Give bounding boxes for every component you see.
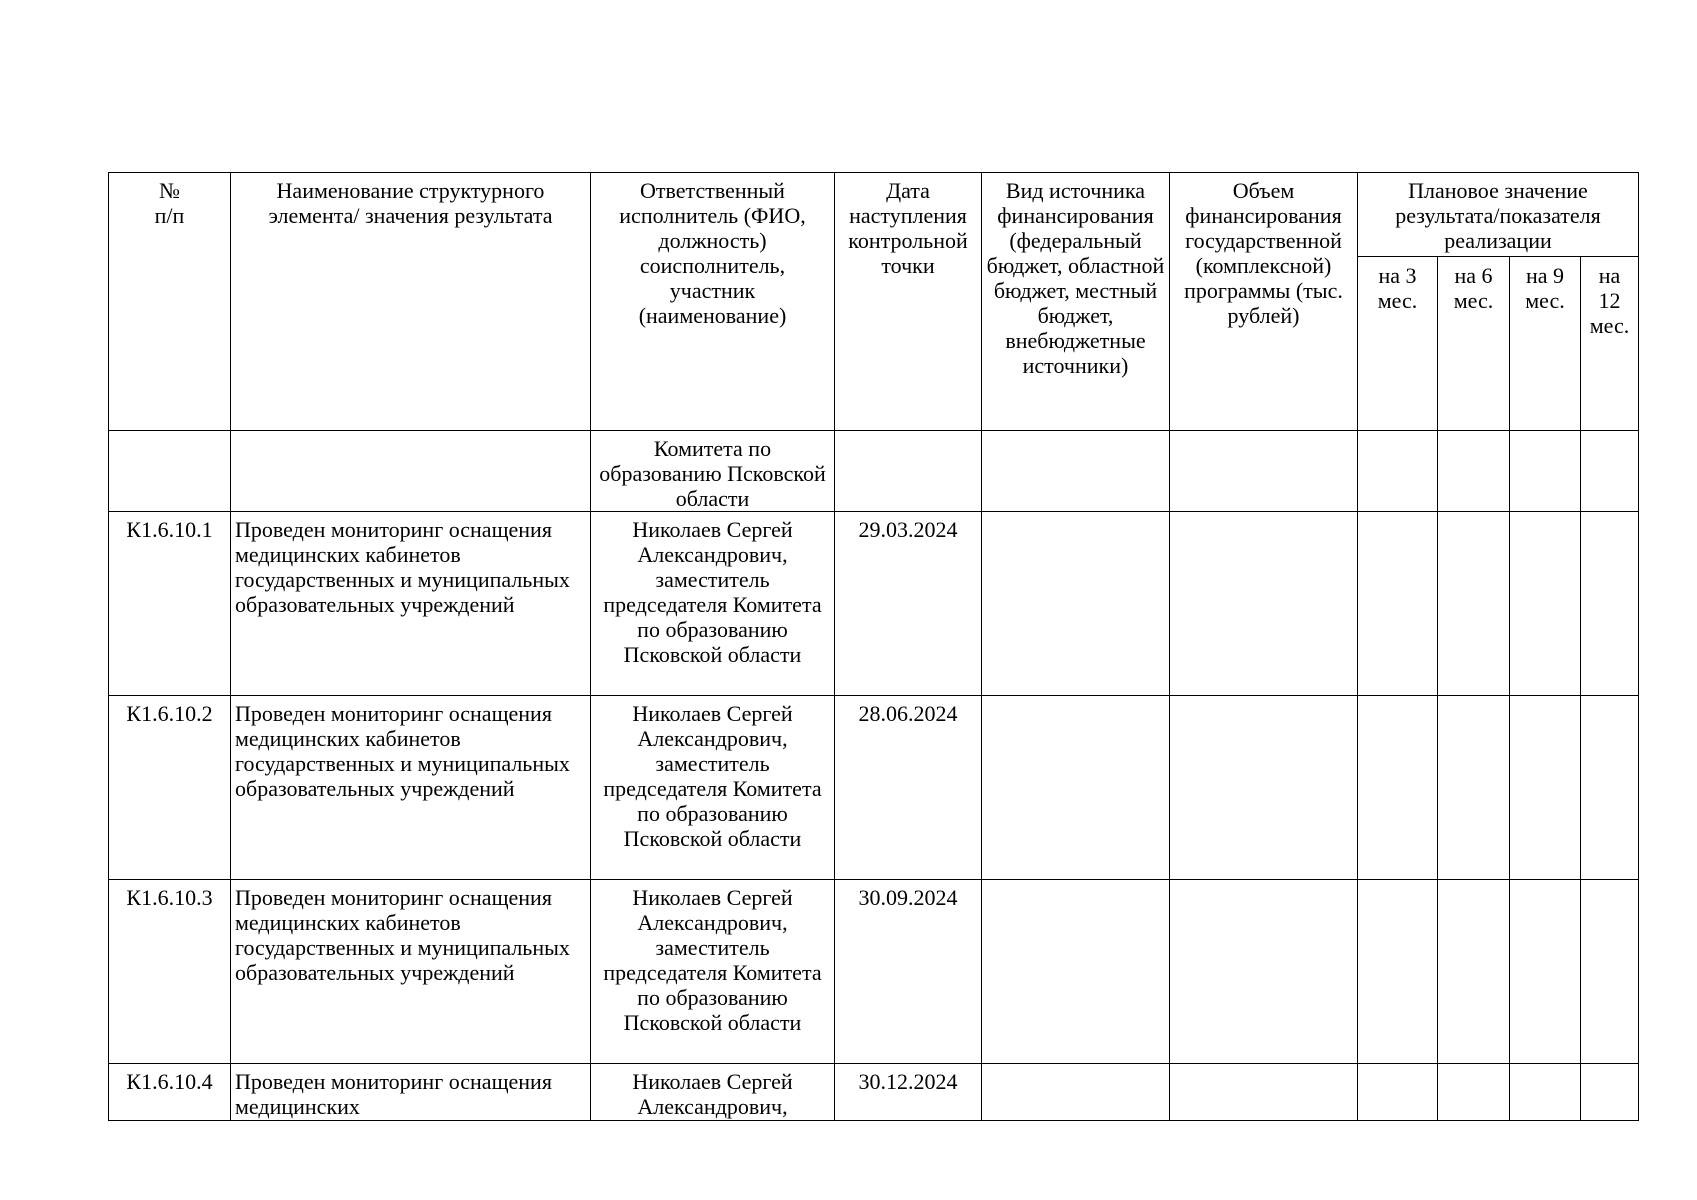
cell-responsible: Николаев Сергей Александрович, заместитель председателя Комитета по образованию Псковской области <box>591 696 835 880</box>
cell-name: Проведен мониторинг оснащения медицинских <box>231 1064 591 1121</box>
header-name: Наименование структурного элемента/ значения результата <box>231 173 591 431</box>
header-number: № п/п <box>109 173 231 431</box>
header-3-months: на 3 мес. <box>1358 257 1438 431</box>
cell-funding-source <box>982 512 1170 696</box>
table-row <box>109 1064 1639 1121</box>
cell-3-months <box>1358 512 1438 696</box>
header-responsible: Ответственный исполнитель (ФИО, должность) соисполнитель, участник (наименование) <box>591 173 835 431</box>
cell-6-months <box>1438 512 1510 696</box>
cell-6-months <box>1438 880 1510 1064</box>
cell-12-months <box>1581 696 1639 880</box>
cell-funding-volume <box>1170 512 1358 696</box>
cell-3-months <box>1358 431 1438 512</box>
cell-12-months <box>1581 431 1639 512</box>
cell-responsible: Комитета по образованию Псковской области <box>591 431 835 512</box>
table-row-continuation <box>109 431 1639 512</box>
cell-date: 29.03.2024 <box>835 512 982 696</box>
cell-name: Проведен мониторинг оснащения медицинских кабинетов государственных и муниципальных образовательных учреждений <box>231 880 591 1064</box>
table-row <box>109 880 1639 1064</box>
cell-date: 30.12.2024 <box>835 1064 982 1121</box>
cell-number: К1.6.10.1 <box>109 512 231 696</box>
cell-funding-source <box>982 1064 1170 1121</box>
cell-funding-volume <box>1170 1064 1358 1121</box>
cell-12-months <box>1581 880 1639 1064</box>
cell-responsible: Николаев Сергей Александрович, заместитель председателя Комитета по образованию Псковской области <box>591 880 835 1064</box>
cell-12-months <box>1581 1064 1639 1121</box>
cell-9-months <box>1510 880 1581 1064</box>
cell-number <box>109 431 231 512</box>
cell-3-months <box>1358 696 1438 880</box>
cell-number: К1.6.10.2 <box>109 696 231 880</box>
cell-date <box>835 431 982 512</box>
cell-9-months <box>1510 431 1581 512</box>
header-6-months: на 6 мес. <box>1438 257 1510 431</box>
cell-name <box>231 431 591 512</box>
cell-number: К1.6.10.4 <box>109 1064 231 1121</box>
cell-funding-volume <box>1170 431 1358 512</box>
cell-3-months <box>1358 1064 1438 1121</box>
cell-funding-source <box>982 880 1170 1064</box>
header-12-months: на 12 мес. <box>1581 257 1639 431</box>
header-funding-volume: Объем финансирования государственной (комплексной) программы (тыс. рублей) <box>1170 173 1358 431</box>
cell-name: Проведен мониторинг оснащения медицинских кабинетов государственных и муниципальных образовательных учреждений <box>231 512 591 696</box>
cell-funding-volume <box>1170 696 1358 880</box>
cell-6-months <box>1438 431 1510 512</box>
cell-3-months <box>1358 880 1438 1064</box>
header-funding-source: Вид источника финансирования (федеральный бюджет, областной бюджет, местный бюджет, внебюджетные источники) <box>982 173 1170 431</box>
header-9-months: на 9 мес. <box>1510 257 1581 431</box>
cell-9-months <box>1510 1064 1581 1121</box>
header-planned-value: Плановое значение результата/показателя реализации <box>1358 173 1639 257</box>
cell-funding-source <box>982 696 1170 880</box>
cell-9-months <box>1510 696 1581 880</box>
table-row <box>109 696 1639 880</box>
cell-name: Проведен мониторинг оснащения медицинских кабинетов государственных и муниципальных образовательных учреждений <box>231 696 591 880</box>
cell-funding-source <box>982 431 1170 512</box>
cell-6-months <box>1438 1064 1510 1121</box>
cell-date: 30.09.2024 <box>835 880 982 1064</box>
cell-6-months <box>1438 696 1510 880</box>
cell-9-months <box>1510 512 1581 696</box>
cell-number: К1.6.10.3 <box>109 880 231 1064</box>
cell-responsible: Николаев Сергей Александрович, <box>591 1064 835 1121</box>
cell-responsible: Николаев Сергей Александрович, заместитель председателя Комитета по образованию Псковской области <box>591 512 835 696</box>
cell-12-months <box>1581 512 1639 696</box>
cell-date: 28.06.2024 <box>835 696 982 880</box>
cell-funding-volume <box>1170 880 1358 1064</box>
header-date: Дата наступления контрольной точки <box>835 173 982 431</box>
table-row <box>109 512 1639 696</box>
control-points-table <box>108 172 1639 1121</box>
